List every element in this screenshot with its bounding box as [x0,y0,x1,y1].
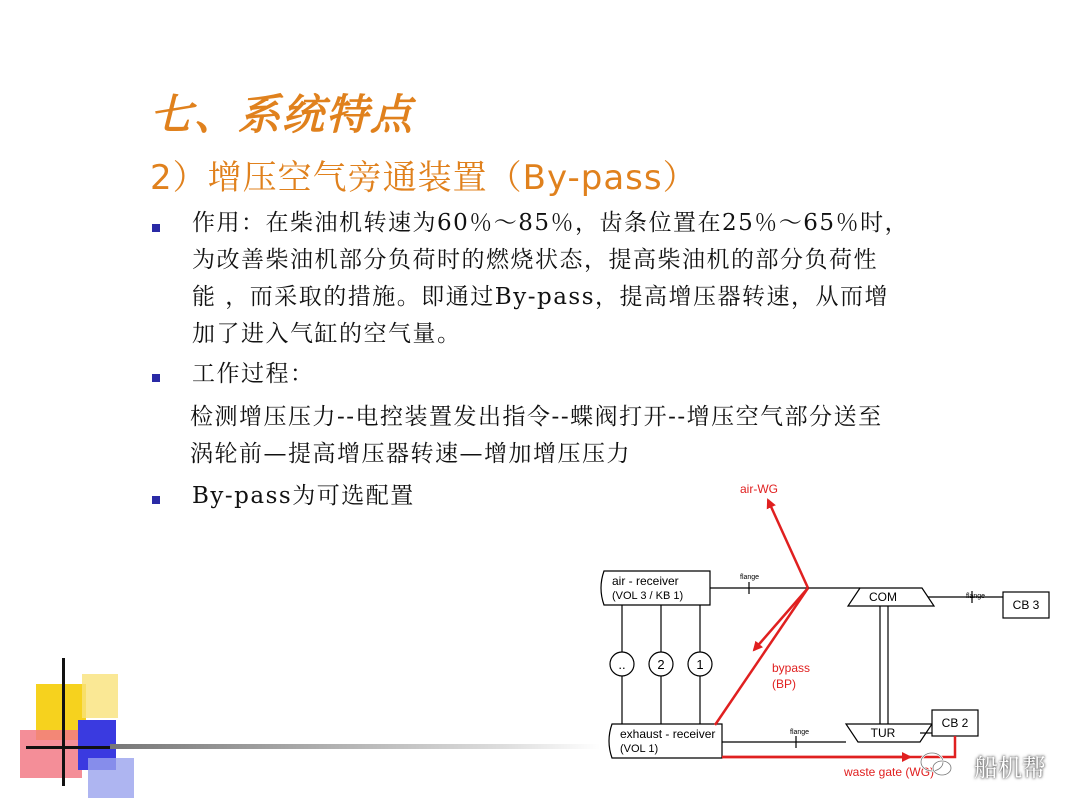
text-line: 为改善柴油机部分负荷时的燃烧状态，提高柴油机的部分负荷性 [192,247,878,273]
text-line: 加了进入气缸的空气量。 [192,321,462,347]
bullet-optional-text: By-pass为可选配置 [192,483,415,509]
bypass-label: bypass [772,661,811,675]
compressor-label: COM [869,590,897,604]
text-line: 能 ，而采取的措施。即通过By-pass，提高增压器转速，从而增 [192,284,890,310]
waste-gate-label: waste gate (WG) [844,765,935,779]
cylinder-label: .. [618,657,626,672]
bullet-process-heading: 工作过程： [192,361,315,387]
flange-label: flange [740,574,760,581]
cylinder-label: 2 [657,657,665,672]
air-receiver [601,571,710,605]
cb2-box [932,710,978,736]
air-wg-label: air-WG [740,482,778,496]
cb3-label: CB 3 [1012,598,1040,612]
slide-title: 七、系统特点 [150,90,415,139]
air-receiver-sublabel: (VOL 3 / KB 1) [612,590,684,602]
turbine-label: TUR [870,726,896,740]
turbine [846,724,932,742]
flange-label: flange [966,593,986,600]
text-line: 作用：在柴油机转速为60％～85％，齿条位置在25％～65％时， [192,210,910,236]
air-receiver-label: air - receiver [612,574,679,588]
air-wastegate-arrow [768,500,808,588]
bypass-sublabel: (BP) [772,677,796,691]
bypass-arrow [715,588,811,725]
exhaust-receiver-sublabel: (VOL 1) [620,743,659,755]
exhaust-receiver-label: exhaust - receiver [620,727,716,741]
exhaust-receiver [609,724,722,758]
slide-subtitle: 2）增压空气旁通装置（By-pass） [150,158,698,198]
cb3-box [1003,592,1049,618]
text-line: 检测增压压力--电控装置发出指令--蝶阀打开--增压空气部分送至 [190,404,883,430]
flange-label: flange [790,729,810,736]
wechat-icon [918,750,954,778]
turbo-shaft [880,606,888,724]
compressor [848,588,934,606]
text-line: 涡轮前—提高增压器转速—增加增压压力 [190,441,631,467]
cb2-label: CB 2 [941,716,969,730]
watermark-text: 船机帮 [974,754,1046,782]
cylinder-label: 1 [696,657,704,672]
